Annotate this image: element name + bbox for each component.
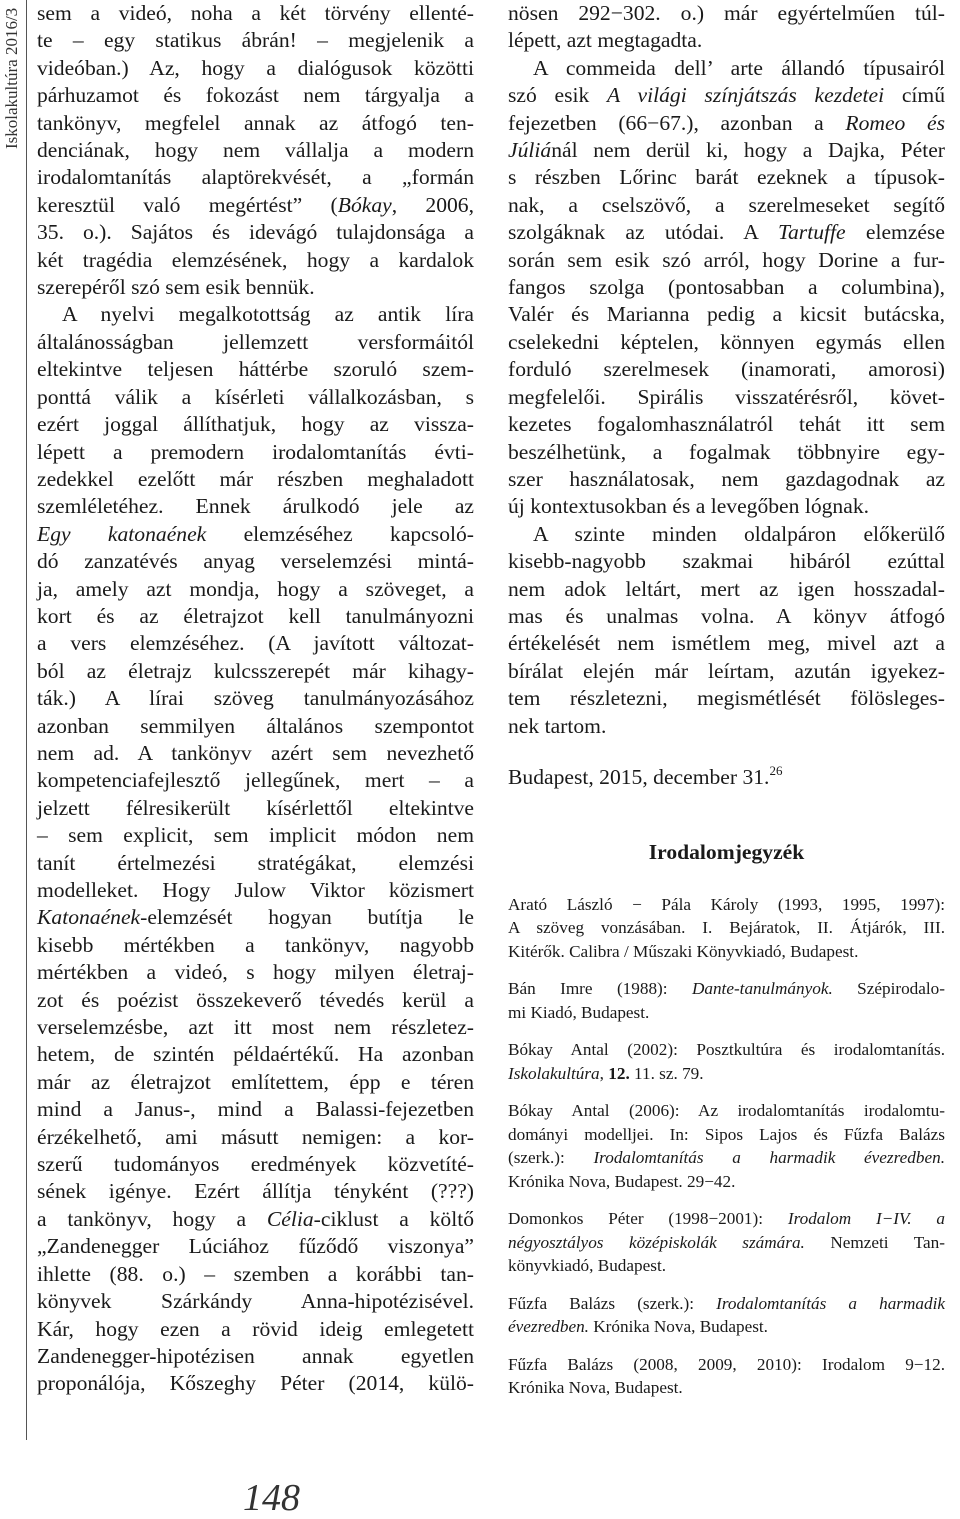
text-line: tanít értelmezési stratégákat, elemzési [37,850,474,875]
text-line: szer használatosak, nem gazdagodnak az [508,466,945,491]
title-italic: Romeo és [845,110,945,135]
text-line: dó zanzatévés anyag verselemzési mintá- [37,549,474,574]
text-line: ezért joggal állíthatjuk, hogy az vissza- [37,412,474,437]
text-line: mas és unalmas volna. A könyv átfogó [508,603,945,628]
text-line: ponttá válik a kísérleti vállalkozásban, s [37,384,474,409]
text-line: azonban semmilyen általános szempontot [37,713,474,738]
title-italic: A világi színjátszás kezdetei [607,83,885,108]
text-line: könyvek Szárkándy Anna-hipotézisével. [37,1289,474,1314]
text-line: kisebb mértékben a tankönyv, nagyobb [37,932,474,957]
text-line: kort és az életrajzot kell tanulmányozni [37,603,474,628]
text-line: nem ad. A tankönyv azért sem nevezhető [37,740,474,765]
text-line: videóban.) Az, hogy a dialógusok közötti [37,55,474,80]
text-line: a tankönyv, hogy a Célia-ciklust a költő [37,1206,474,1231]
page-number: 148 [243,1477,300,1519]
title-italic: Tartuffe [777,220,846,245]
text-line: ja, amely azt mondja, hogy a szöveget, a [37,576,474,601]
text-line: Júliánál nem derül ki, hogy a Dajka, Péter [508,138,945,163]
text-line: tankönyv, megfelel annak az átfogó ten- [37,110,474,135]
text-line: párhuzamot és fokozást nem tárgyalja a [37,83,474,108]
text-line: érzékelhető, ami másutt nemigen: a kor- [37,1124,474,1149]
dateline: Budapest, 2015, december 31.26 [508,762,783,789]
text-line: jelzett félresikerült kísérlettől eltekintve [37,795,474,820]
text-line: „Zandenegger Lúciához fűződő viszonya” [37,1234,474,1259]
text-line: kisebb-nagyobb szakmai hibáról ezúttal [508,549,945,574]
title-italic: Katonaének [37,905,141,930]
text-line: nak, a cselszövő, a szerelmeseket segítő [508,192,945,217]
margin-rule [26,0,27,1440]
reference-entry: Bán Imre (1988): Dante-tanulmányok. Szépirodalo- mi Kiadó, Budapest. [508,979,945,1022]
citation-author: Bókay [337,192,392,217]
right-paragraph-1 [508,0,945,55]
text-line: A szinte minden oldalpáron előkerülő [533,521,945,546]
text-line: nem adok leltárt, mert az igen hosszadal- [508,576,945,601]
text-line: fangos szolga (pontosabban a columbina), [508,275,945,300]
text-line: új kontextusokban és a levegőben lógnak. [508,494,870,519]
references-heading: Irodalomjegyzék [648,840,805,865]
reference-entry: Domonkos Péter (1998−2001): Irodalom I−IV. a négyosztályos középiskolák számára. Nemzeti Tan- könyvkiadó, Budapest. [508,1209,946,1276]
title-italic: Célia [266,1206,314,1231]
text-line: Egy katonaének elemzéséhez kapcsoló- [37,521,474,546]
text-line: verselemzésbe, azt itt most nem részletez- [37,1015,474,1040]
text-line: mértékben a videó, s hogy milyen életraj- [37,960,474,985]
right-paragraph-3 [508,521,945,740]
text-line: s részben Lőrinc barát ezeknek a típusok- [508,165,945,190]
text-line: ból az életrajz kulcsszerepét már kihagy- [37,658,474,683]
text-line: tem részletezni, megismétlését fölösleges- [508,686,945,711]
text-line: két tragédia elemzésének, hogy a kardalok [37,247,474,272]
right-column [508,0,945,1400]
text-line: hetem, de szintén példaértékű. Ha azonban [37,1042,474,1067]
text-line: értékelését nem ismétlem meg, mivel azt a [508,631,945,656]
text-line: zedekkel ezelőtt már részben meghaladott [37,466,474,491]
text-line: nösen 292−302. o.) már egyértelműen túl- [508,1,945,25]
text-line: – sem explicit, sem implicit módon nem [37,823,474,848]
text-line: te – egy statikus ábrán! – megjelenik a [37,28,474,53]
text-line: beszélhetünk, a fogalmak többnyire egy- [508,439,945,464]
text-line: lépett, azt megtagadta. [508,28,703,53]
journal-tag: Iskolakultúra 2016/3 [2,8,21,150]
text-line: a vers elemzéséhez. (A javított változat- [37,631,474,656]
text-line: modelleket. Hogy Julow Viktor közismert [37,878,474,902]
title-italic: Júliá [508,138,552,163]
text-line: fejezetben (66−67.), azonban a Romeo és [508,110,945,135]
text-line: keresztül való megértést” (Bókay, 2006, [37,192,474,217]
text-line: eltekintve teljesen háttérbe szoruló szem- [37,357,474,382]
text-line: szerű tudományos eredmények közvetíté- [37,1152,474,1177]
text-line: szemléletéhez. Ennek árulkodó jele az [37,494,474,519]
right-paragraph-2 [508,55,945,521]
text-line: szó esik A világi színjátszás kezdetei című [508,83,945,108]
text-line: lépett a premodern irodalomtanítás évti- [37,439,474,464]
text-line: szolgáknak az utódai. A Tartuffe elemzése [508,220,945,245]
text-line: során sem esik szó arról, hogy Dorine a fur- [508,247,945,272]
text-line: cselekedni képtelen, könnyen egymás ellen [508,329,945,354]
text-line: proponálója, Kőszeghy Péter (2014, külö- [37,1371,474,1396]
text-line: A nyelvi megalkotottság az antik líra [62,302,474,327]
left-paragraph-1 [37,0,474,301]
text-line: ták.) A lírai szöveg tanulmányozásához [37,686,474,711]
text-line: megfelelői. Spirális visszatérésről, követ- [508,384,945,409]
text-line: már az életrajzot említettem, épp e téren [37,1069,474,1094]
text-line: mind a Janus-, mind a Balassi-fejezetben [37,1097,474,1122]
reference-entry: Fűzfa Balázs (2008, 2009, 2010): Irodalom 9−12. Krónika Nova, Budapest. [508,1354,945,1398]
left-column [37,0,474,1398]
text-line: szerepéről szó sem esik bennük. [37,275,315,300]
title-italic: Egy katonaének [37,521,207,546]
text-line: A commeida dell’ arte állandó típusairól [533,55,945,80]
text-line: általánosságban jellemzett versformáitól [37,329,474,354]
reference-entry: Bókay Antal (2002): Posztkultúra és irodalomtanítás. Iskolakultúra, 12. 11. sz. 79. [508,1040,945,1083]
text-line: Kár, hogy ezen a rövid ideig emlegetett [37,1316,474,1341]
text-line: kompetenciafejlesztő jellegűnek, mert – a [37,768,474,793]
text-line: bírálat elején már leírtam, azután igyekez- [508,658,945,683]
footnote-marker: 26 [769,762,783,778]
text-line: Zandenegger-hipotézisen annak egyetlen [37,1343,474,1368]
reference-entry: Fűzfa Balázs (szerk.): Irodalomtanítás a harmadik évezredben. Krónika Nova, Budapest. [508,1293,945,1337]
text-line: sének igénye. Ezért állítja tényként (???) [37,1179,474,1204]
left-paragraph-2 [37,301,474,1397]
text-line: nek tartom. [508,713,607,738]
text-line: ihlette (88. o.) – szemben a korábbi tan- [37,1261,474,1286]
text-line: forduló szerelmesek (inamorati, amorosi) [508,357,945,382]
text-line: irodalomtanítás alaptörekvését, a „formán [37,165,474,190]
text-line: Valér és Marianna pedig a kicsit butácska, [508,302,945,327]
text-line: 35. o.). Sajátos és idevágó tulajdonsága a [37,220,474,245]
text-line: Katonaének-elemzését hogyan butítja le [37,905,474,930]
text-line: denciának, hogy nem vállalja a modern [37,138,474,163]
text-line: zot és poézist összekeverő tévedés kerül a [37,987,474,1012]
text-line: kezetes fogalomhasználatról tehát itt sem [508,412,945,437]
reference-entry: Bókay Antal (2006): Az irodalomtanítás irodalomtu- dományi modelljei. In: Sipos Lajos és Fűzfa Balázs (szerk.): Irodalomtanítás a harmadik évezredben. Krónika Nova, Budapest. 29−42. [508,1101,945,1191]
reference-entry: Arató László − Pála Károly (1993, 1995, 1997): A szöveg vonzásában. I. Bejáratok, II. Átjárók, III. Kitérők. Calibra / Műszaki Könyvkiadó, Budapest. [508,894,945,961]
text-line: sem a videó, noha a két törvény ellenté- [37,1,474,25]
